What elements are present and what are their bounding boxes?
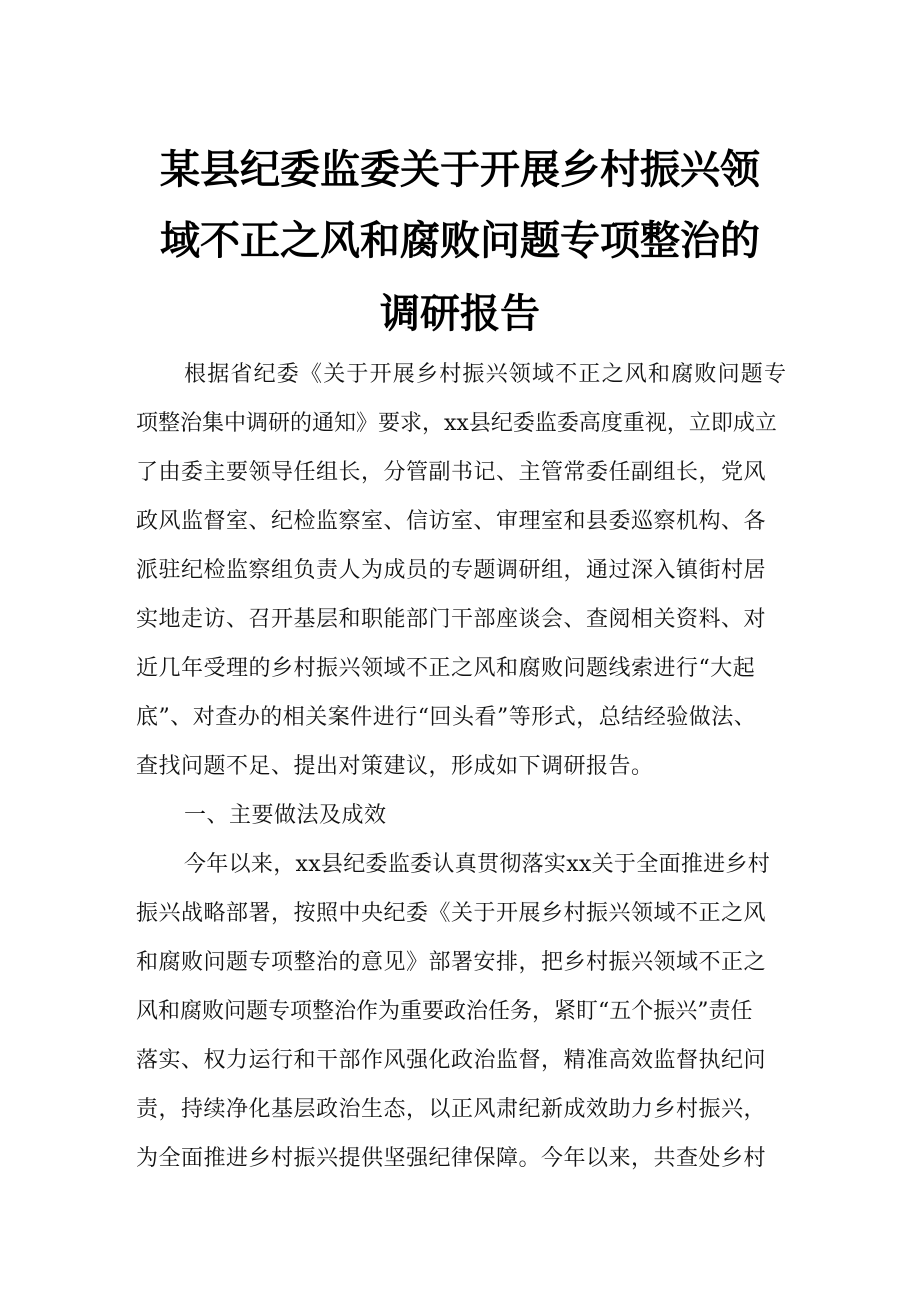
title-line-3: 调研报告	[380, 291, 540, 337]
paragraph-1-line: 查找问题不足、提出对策建议，形成如下调研报告。	[136, 754, 654, 779]
paragraph-2-line: 为全面推进乡村振兴提供坚强纪律保障。今年以来，共查处乡村	[136, 1146, 767, 1171]
paragraph-2-line: 和腐败问题专项整治的意见》部署安排，把乡村振兴领域不正之	[136, 950, 767, 975]
title-line-1: 某县纪委监委关于开展乡村振兴领	[160, 147, 760, 193]
paragraph-1-line: 近几年受理的乡村振兴领域不正之风和腐败问题线索进行“大起	[136, 656, 756, 681]
paragraph-1-line: 根据省纪委《关于开展乡村振兴领域不正之风和腐败问题专	[184, 362, 788, 387]
paragraph-1-line: 实地走访、召开基层和职能部门干部座谈会、查阅相关资料、对	[136, 607, 767, 632]
paragraph-1-line: 项整治集中调研的通知》要求，xx县纪委监委高度重视，立即成立	[136, 411, 777, 436]
paragraph-2-line: 风和腐败问题专项整治作为重要政治任务，紧盯“五个振兴”责任	[136, 999, 753, 1024]
paragraph-2-line: 责，持续净化基层政治生态，以正风肃纪新成效助力乡村振兴，	[136, 1097, 767, 1122]
section-heading: 一、主要做法及成效	[184, 803, 387, 828]
paragraph-1-line: 了由委主要领导任组长，分管副书记、主管常委任副组长，党风	[136, 460, 767, 485]
title-line-2: 域不正之风和腐败问题专项整治的	[160, 218, 760, 264]
paragraph-1-line: 政风监督室、纪检监察室、信访室、审理室和县委巡察机构、各	[136, 509, 767, 534]
paragraph-1-line: 派驻纪检监察组负责人为成员的专题调研组，通过深入镇街村居	[136, 558, 767, 583]
paragraph-2-line: 今年以来，xx县纪委监委认真贯彻落实xx关于全面推进乡村	[184, 852, 771, 877]
paragraph-1-line: 底”、对查办的相关案件进行“回头看”等形式，总结经验做法、	[136, 705, 757, 730]
paragraph-2-line: 振兴战略部署，按照中央纪委《关于开展乡村振兴领域不正之风	[136, 901, 767, 926]
paragraph-2-line: 落实、权力运行和干部作风强化政治监督，精准高效监督执纪问	[136, 1048, 767, 1073]
